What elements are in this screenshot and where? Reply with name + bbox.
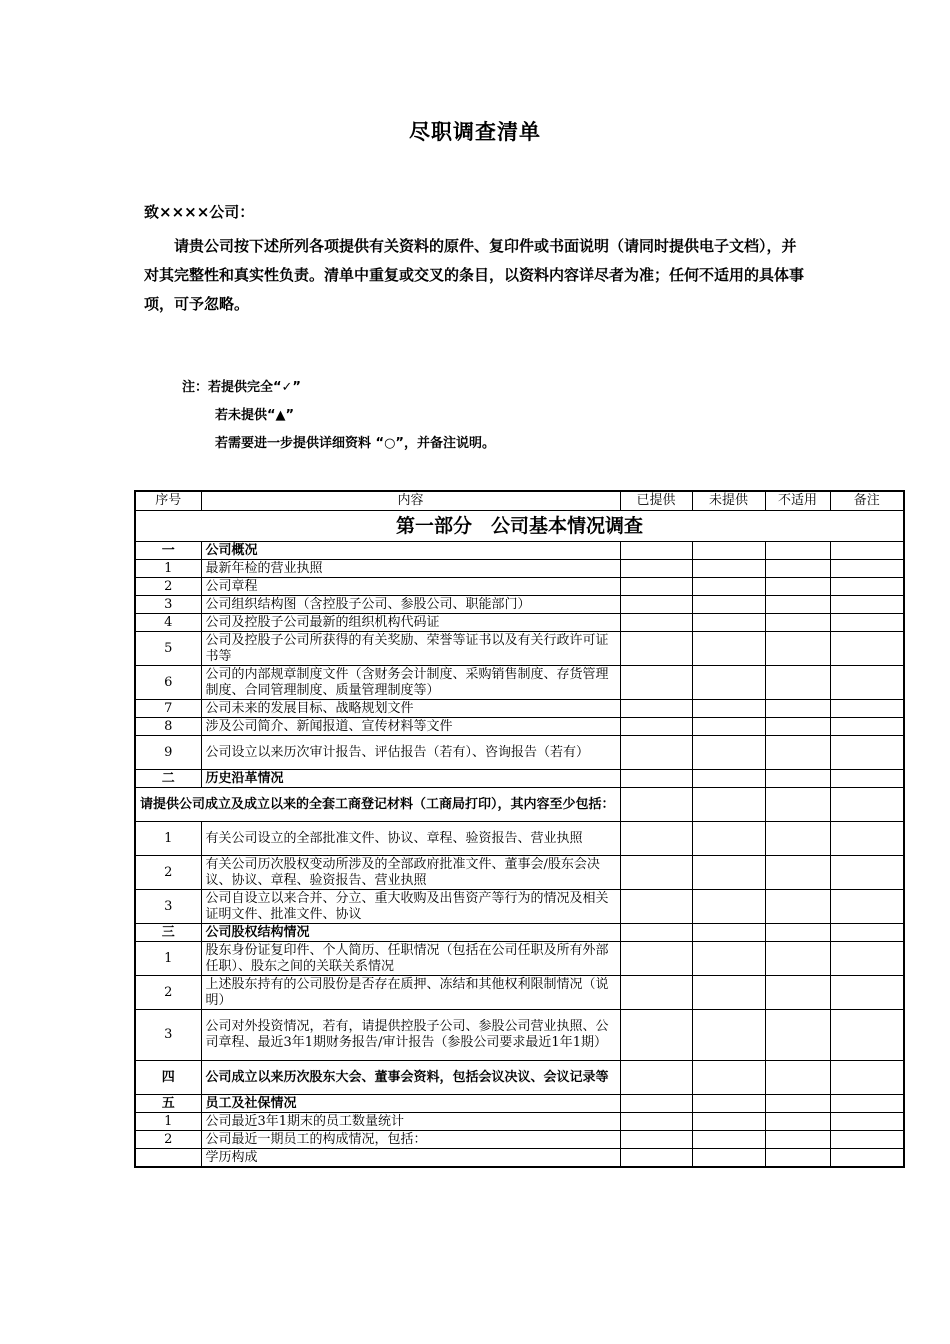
check-not-applicable[interactable]	[765, 822, 830, 856]
check-not-applicable[interactable]	[765, 614, 830, 632]
check-not-applicable[interactable]	[765, 1113, 830, 1131]
table-row	[135, 822, 904, 856]
section-title: 公司成立以来历次股东大会、董事会资料，包括会议决议、会议记录等	[201, 1061, 620, 1095]
check-not-provided[interactable]	[692, 578, 765, 596]
table-row	[135, 1113, 904, 1131]
item-content: 公司设立以来历次审计报告、评估报告（若有）、咨询报告（若有）	[201, 736, 620, 770]
section-no: 三	[135, 924, 201, 942]
item-no: 1	[135, 560, 201, 578]
item-no: 6	[135, 666, 201, 700]
page-title: 尽职调查清单	[409, 120, 541, 144]
item-no: 3	[135, 890, 201, 924]
check-provided[interactable]	[620, 924, 692, 942]
check-not-applicable[interactable]	[765, 542, 830, 560]
remarks-cell[interactable]	[830, 700, 904, 718]
item-content: 最新年检的营业执照	[201, 560, 620, 578]
check-not-provided[interactable]	[692, 614, 765, 632]
remarks-cell[interactable]	[830, 1113, 904, 1131]
remarks-cell[interactable]	[830, 890, 904, 924]
check-not-provided[interactable]	[692, 788, 765, 822]
item-content: 上述股东持有的公司股份是否存在质押、冻结和其他权利限制情况（说明）	[201, 976, 620, 1010]
check-not-applicable[interactable]	[765, 1095, 830, 1113]
check-provided[interactable]	[620, 666, 692, 700]
item-content: 公司对外投资情况，若有，请提供控股子公司、参股公司营业执照、公司章程、最近3年1期财务报告/审计报告（参股公司要求最近1年1期）	[201, 1010, 620, 1061]
check-provided[interactable]	[620, 1061, 692, 1095]
section-title: 公司股权结构情况	[201, 924, 620, 942]
check-not-applicable[interactable]	[765, 718, 830, 736]
item-no: 2	[135, 578, 201, 596]
table-row	[135, 632, 904, 666]
item-content: 公司自设立以来合并、分立、重大收购及出售资产等行为的情况及相关证明文件、批准文件、协议	[201, 890, 620, 924]
remarks-cell[interactable]	[830, 1010, 904, 1061]
check-provided[interactable]	[620, 614, 692, 632]
item-no: 4	[135, 614, 201, 632]
header-not-applicable: 不适用	[765, 491, 830, 511]
header-content: 内容	[201, 491, 620, 511]
check-not-applicable[interactable]	[765, 788, 830, 822]
check-not-applicable[interactable]	[765, 1131, 830, 1149]
item-no: 9	[135, 736, 201, 770]
header-no: 序号	[135, 491, 201, 511]
section-row	[135, 542, 904, 560]
check-not-applicable[interactable]	[765, 560, 830, 578]
check-not-provided[interactable]	[692, 924, 765, 942]
section-row	[135, 770, 904, 788]
note-provided: 注：若提供完全“✓”	[182, 380, 301, 395]
legend-notes	[182, 374, 495, 458]
table-row	[135, 700, 904, 718]
header-remarks: 备注	[830, 491, 904, 511]
check-not-applicable[interactable]	[765, 666, 830, 700]
check-not-applicable[interactable]	[765, 856, 830, 890]
check-provided[interactable]	[620, 736, 692, 770]
part-title-row	[135, 511, 904, 542]
remarks-cell[interactable]	[830, 666, 904, 700]
remarks-cell[interactable]	[830, 560, 904, 578]
remarks-cell[interactable]	[830, 1131, 904, 1149]
item-content: 公司的内部规章制度文件（含财务会计制度、采购销售制度、存货管理制度、合同管理制度、质量管理制度等）	[201, 666, 620, 700]
check-not-provided[interactable]	[692, 1149, 765, 1168]
section-row	[135, 1095, 904, 1113]
section-no: 二	[135, 770, 201, 788]
table-row	[135, 1131, 904, 1149]
check-not-provided[interactable]	[692, 596, 765, 614]
check-not-applicable[interactable]	[765, 976, 830, 1010]
section-row	[135, 1061, 904, 1095]
check-not-provided[interactable]	[692, 542, 765, 560]
table-row	[135, 560, 904, 578]
remarks-cell[interactable]	[830, 924, 904, 942]
remarks-cell[interactable]	[830, 856, 904, 890]
check-provided[interactable]	[620, 890, 692, 924]
remarks-cell[interactable]	[830, 1061, 904, 1095]
check-provided[interactable]	[620, 596, 692, 614]
remarks-cell[interactable]	[830, 976, 904, 1010]
section-row	[135, 924, 904, 942]
item-no: 1	[135, 822, 201, 856]
item-content: 有关公司历次股权变动所涉及的全部政府批准文件、董事会/股东会决议、协议、章程、验资报告、营业执照	[201, 856, 620, 890]
check-not-provided[interactable]	[692, 736, 765, 770]
item-no: 5	[135, 632, 201, 666]
check-not-provided[interactable]	[692, 856, 765, 890]
check-not-provided[interactable]	[692, 822, 765, 856]
remarks-cell[interactable]	[830, 822, 904, 856]
table-row	[135, 596, 904, 614]
remarks-cell[interactable]	[830, 542, 904, 560]
check-not-applicable[interactable]	[765, 942, 830, 976]
table-row	[135, 736, 904, 770]
check-provided[interactable]	[620, 822, 692, 856]
item-content: 公司未来的发展目标、战略规划文件	[201, 700, 620, 718]
table-row	[135, 1010, 904, 1061]
check-provided[interactable]	[620, 1113, 692, 1131]
remarks-cell[interactable]	[830, 718, 904, 736]
table-row	[135, 666, 904, 700]
remarks-cell[interactable]	[830, 1149, 904, 1168]
check-provided[interactable]	[620, 560, 692, 578]
item-no: 3	[135, 596, 201, 614]
part-title: 第一部分 公司基本情况调查	[135, 511, 904, 542]
table-row	[135, 890, 904, 924]
check-not-provided[interactable]	[692, 1061, 765, 1095]
check-not-provided[interactable]	[692, 976, 765, 1010]
section-title: 历史沿革情况	[201, 770, 620, 788]
check-not-provided[interactable]	[692, 770, 765, 788]
item-no: 2	[135, 856, 201, 890]
section-no: 五	[135, 1095, 201, 1113]
remarks-cell[interactable]	[830, 578, 904, 596]
check-not-applicable[interactable]	[765, 890, 830, 924]
table-row	[135, 1149, 904, 1168]
remarks-cell[interactable]	[830, 736, 904, 770]
header-provided: 已提供	[620, 491, 692, 511]
check-provided[interactable]	[620, 718, 692, 736]
check-not-provided[interactable]	[692, 942, 765, 976]
section-title: 公司概况	[201, 542, 620, 560]
check-not-applicable[interactable]	[765, 596, 830, 614]
check-not-applicable[interactable]	[765, 700, 830, 718]
item-content: 公司章程	[201, 578, 620, 596]
check-provided[interactable]	[620, 578, 692, 596]
item-content: 公司及控股子公司所获得的有关奖励、荣誉等证书以及有关行政许可证书等	[201, 632, 620, 666]
check-not-applicable[interactable]	[765, 578, 830, 596]
note-not-provided: 若未提供“▲”	[215, 408, 295, 423]
item-no: 1	[135, 942, 201, 976]
table-row	[135, 578, 904, 596]
remarks-cell[interactable]	[830, 942, 904, 976]
check-not-applicable[interactable]	[765, 924, 830, 942]
check-not-provided[interactable]	[692, 890, 765, 924]
section-note-row	[135, 788, 904, 822]
item-no: 7	[135, 700, 201, 718]
table-row	[135, 976, 904, 1010]
item-no: 2	[135, 1131, 201, 1149]
table-row	[135, 718, 904, 736]
check-not-provided[interactable]	[692, 632, 765, 666]
item-content: 股东身份证复印件、个人简历、任职情况（包括在公司任职及所有外部任职）、股东之间的关联关系情况	[201, 942, 620, 976]
checklist-table	[134, 490, 905, 1168]
section-title: 员工及社保情况	[201, 1095, 620, 1113]
remarks-cell[interactable]	[830, 788, 904, 822]
item-no: 1	[135, 1113, 201, 1131]
item-no	[135, 1149, 201, 1168]
check-provided[interactable]	[620, 542, 692, 560]
table-row	[135, 942, 904, 976]
item-content: 学历构成	[201, 1149, 620, 1168]
check-not-applicable[interactable]	[765, 1061, 830, 1095]
check-not-provided[interactable]	[692, 1010, 765, 1061]
check-not-provided[interactable]	[692, 560, 765, 578]
check-not-applicable[interactable]	[765, 632, 830, 666]
check-provided[interactable]	[620, 1149, 692, 1168]
check-not-applicable[interactable]	[765, 1149, 830, 1168]
check-provided[interactable]	[620, 770, 692, 788]
item-content: 公司组织结构图（含控股子公司、参股公司、职能部门）	[201, 596, 620, 614]
header-not-provided: 未提供	[692, 491, 765, 511]
check-provided[interactable]	[620, 942, 692, 976]
remarks-cell[interactable]	[830, 770, 904, 788]
check-not-provided[interactable]	[692, 1095, 765, 1113]
check-not-applicable[interactable]	[765, 770, 830, 788]
item-no: 2	[135, 976, 201, 1010]
check-not-applicable[interactable]	[765, 736, 830, 770]
check-provided[interactable]	[620, 632, 692, 666]
remarks-cell[interactable]	[830, 596, 904, 614]
item-content: 公司最近3年1期末的员工数量统计	[201, 1113, 620, 1131]
check-provided[interactable]	[620, 788, 692, 822]
item-content: 公司最近一期员工的构成情况，包括：	[201, 1131, 620, 1149]
remarks-cell[interactable]	[830, 1095, 904, 1113]
note-need-more: 若需要进一步提供详细资料 “○”，并备注说明。	[215, 436, 495, 451]
section-note: 请提供公司成立及成立以来的全套工商登记材料（工商局打印），其内容至少包括：	[135, 788, 620, 822]
check-not-provided[interactable]	[692, 718, 765, 736]
item-content: 有关公司设立的全部批准文件、协议、章程、验资报告、营业执照	[201, 822, 620, 856]
addressee: 致××××公司：	[144, 203, 255, 221]
item-content: 公司及控股子公司最新的组织机构代码证	[201, 614, 620, 632]
intro-paragraph: 请贵公司按下述所列各项提供有关资料的原件、复印件或书面说明（请同时提供电子文档），并对其完整性和真实性负责。清单中重复或交叉的条目，以资料内容详尽者为准；任何不适用的具体事项，可予忽略。	[144, 237, 805, 313]
check-provided[interactable]	[620, 1010, 692, 1061]
check-not-provided[interactable]	[692, 700, 765, 718]
remarks-cell[interactable]	[830, 632, 904, 666]
check-provided[interactable]	[620, 700, 692, 718]
item-no: 8	[135, 718, 201, 736]
table-row	[135, 856, 904, 890]
item-content: 涉及公司简介、新闻报道、宣传材料等文件	[201, 718, 620, 736]
check-provided[interactable]	[620, 1095, 692, 1113]
check-not-provided[interactable]	[692, 666, 765, 700]
check-provided[interactable]	[620, 856, 692, 890]
item-no: 3	[135, 1010, 201, 1061]
section-no: 一	[135, 542, 201, 560]
check-provided[interactable]	[620, 1131, 692, 1149]
check-not-applicable[interactable]	[765, 1010, 830, 1061]
table-header-row	[135, 491, 904, 511]
table-row	[135, 614, 904, 632]
section-no: 四	[135, 1061, 201, 1095]
check-not-provided[interactable]	[692, 1131, 765, 1149]
check-not-provided[interactable]	[692, 1113, 765, 1131]
remarks-cell[interactable]	[830, 614, 904, 632]
check-provided[interactable]	[620, 976, 692, 1010]
